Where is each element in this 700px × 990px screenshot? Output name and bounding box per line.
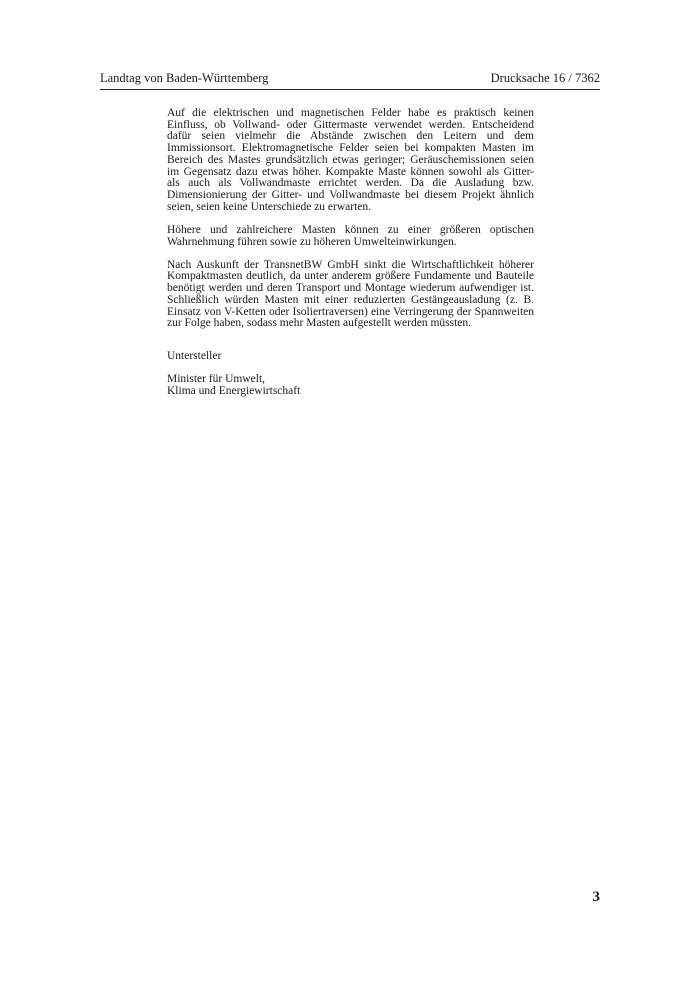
header-parliament-name: Landtag von Baden-Württemberg <box>100 71 269 85</box>
signature-title-line1: Minister für Umwelt, <box>167 373 266 386</box>
document-body <box>167 108 534 398</box>
signature-name: Untersteller <box>167 350 222 363</box>
page-header <box>100 71 600 90</box>
page-number: 3 <box>592 889 600 905</box>
signature-title-line2: Klima und Energiewirtschaft <box>167 384 301 397</box>
header-document-number: Drucksache 16 / 7362 <box>490 71 600 85</box>
paragraph-masts-perception: Höhere und zahlreichere Masten können zu einer größeren optischen Wahrnehmung führen sowie zu höheren Umwelteinwirkungen. <box>167 223 534 248</box>
paragraph-economics: Nach Auskunft der TransnetBW GmbH sinkt die Wirtschaftlichkeit höherer Kompaktmasten deutlich, da unter anderem größere Fundamente und Bauteile benötigt werden und deren Transport und Montage wiederum aufwendiger ist. Schließlich würden Masten mit einer reduzierten Gestängeausladung (z. B. Einsatz von V-Ketten oder Isoliertraversen) eine Verringerung der Spannweiten zur Folge haben, sodass mehr Masten aufgestellt werden müssten. <box>167 258 534 330</box>
signature-title <box>167 374 534 397</box>
paragraph-fields: Auf die elektrischen und magnetischen Felder habe es praktisch keinen Einfluss, ob Vollwand- oder Gittermaste verwendet werden. Entscheidend dafür seien vielmehr die Abstände zwischen den Leitern und dem Immissionsort. Elektromagnetische Felder seien bei kompakten Masten im Bereich des Mastes grundsätzlich etwas geringer; Geräuschemissionen seien im Gegensatz dazu etwas höher. Kompakte Maste können sowohl als Gitter- als auch als Vollwandmaste errichtet werden. Da die Ausladung bzw. Dimensionierung der Gitter- und Vollwandmaste bei diesem Projekt ähnlich seien, seien keine Unterschiede zu erwarten. <box>167 107 534 213</box>
